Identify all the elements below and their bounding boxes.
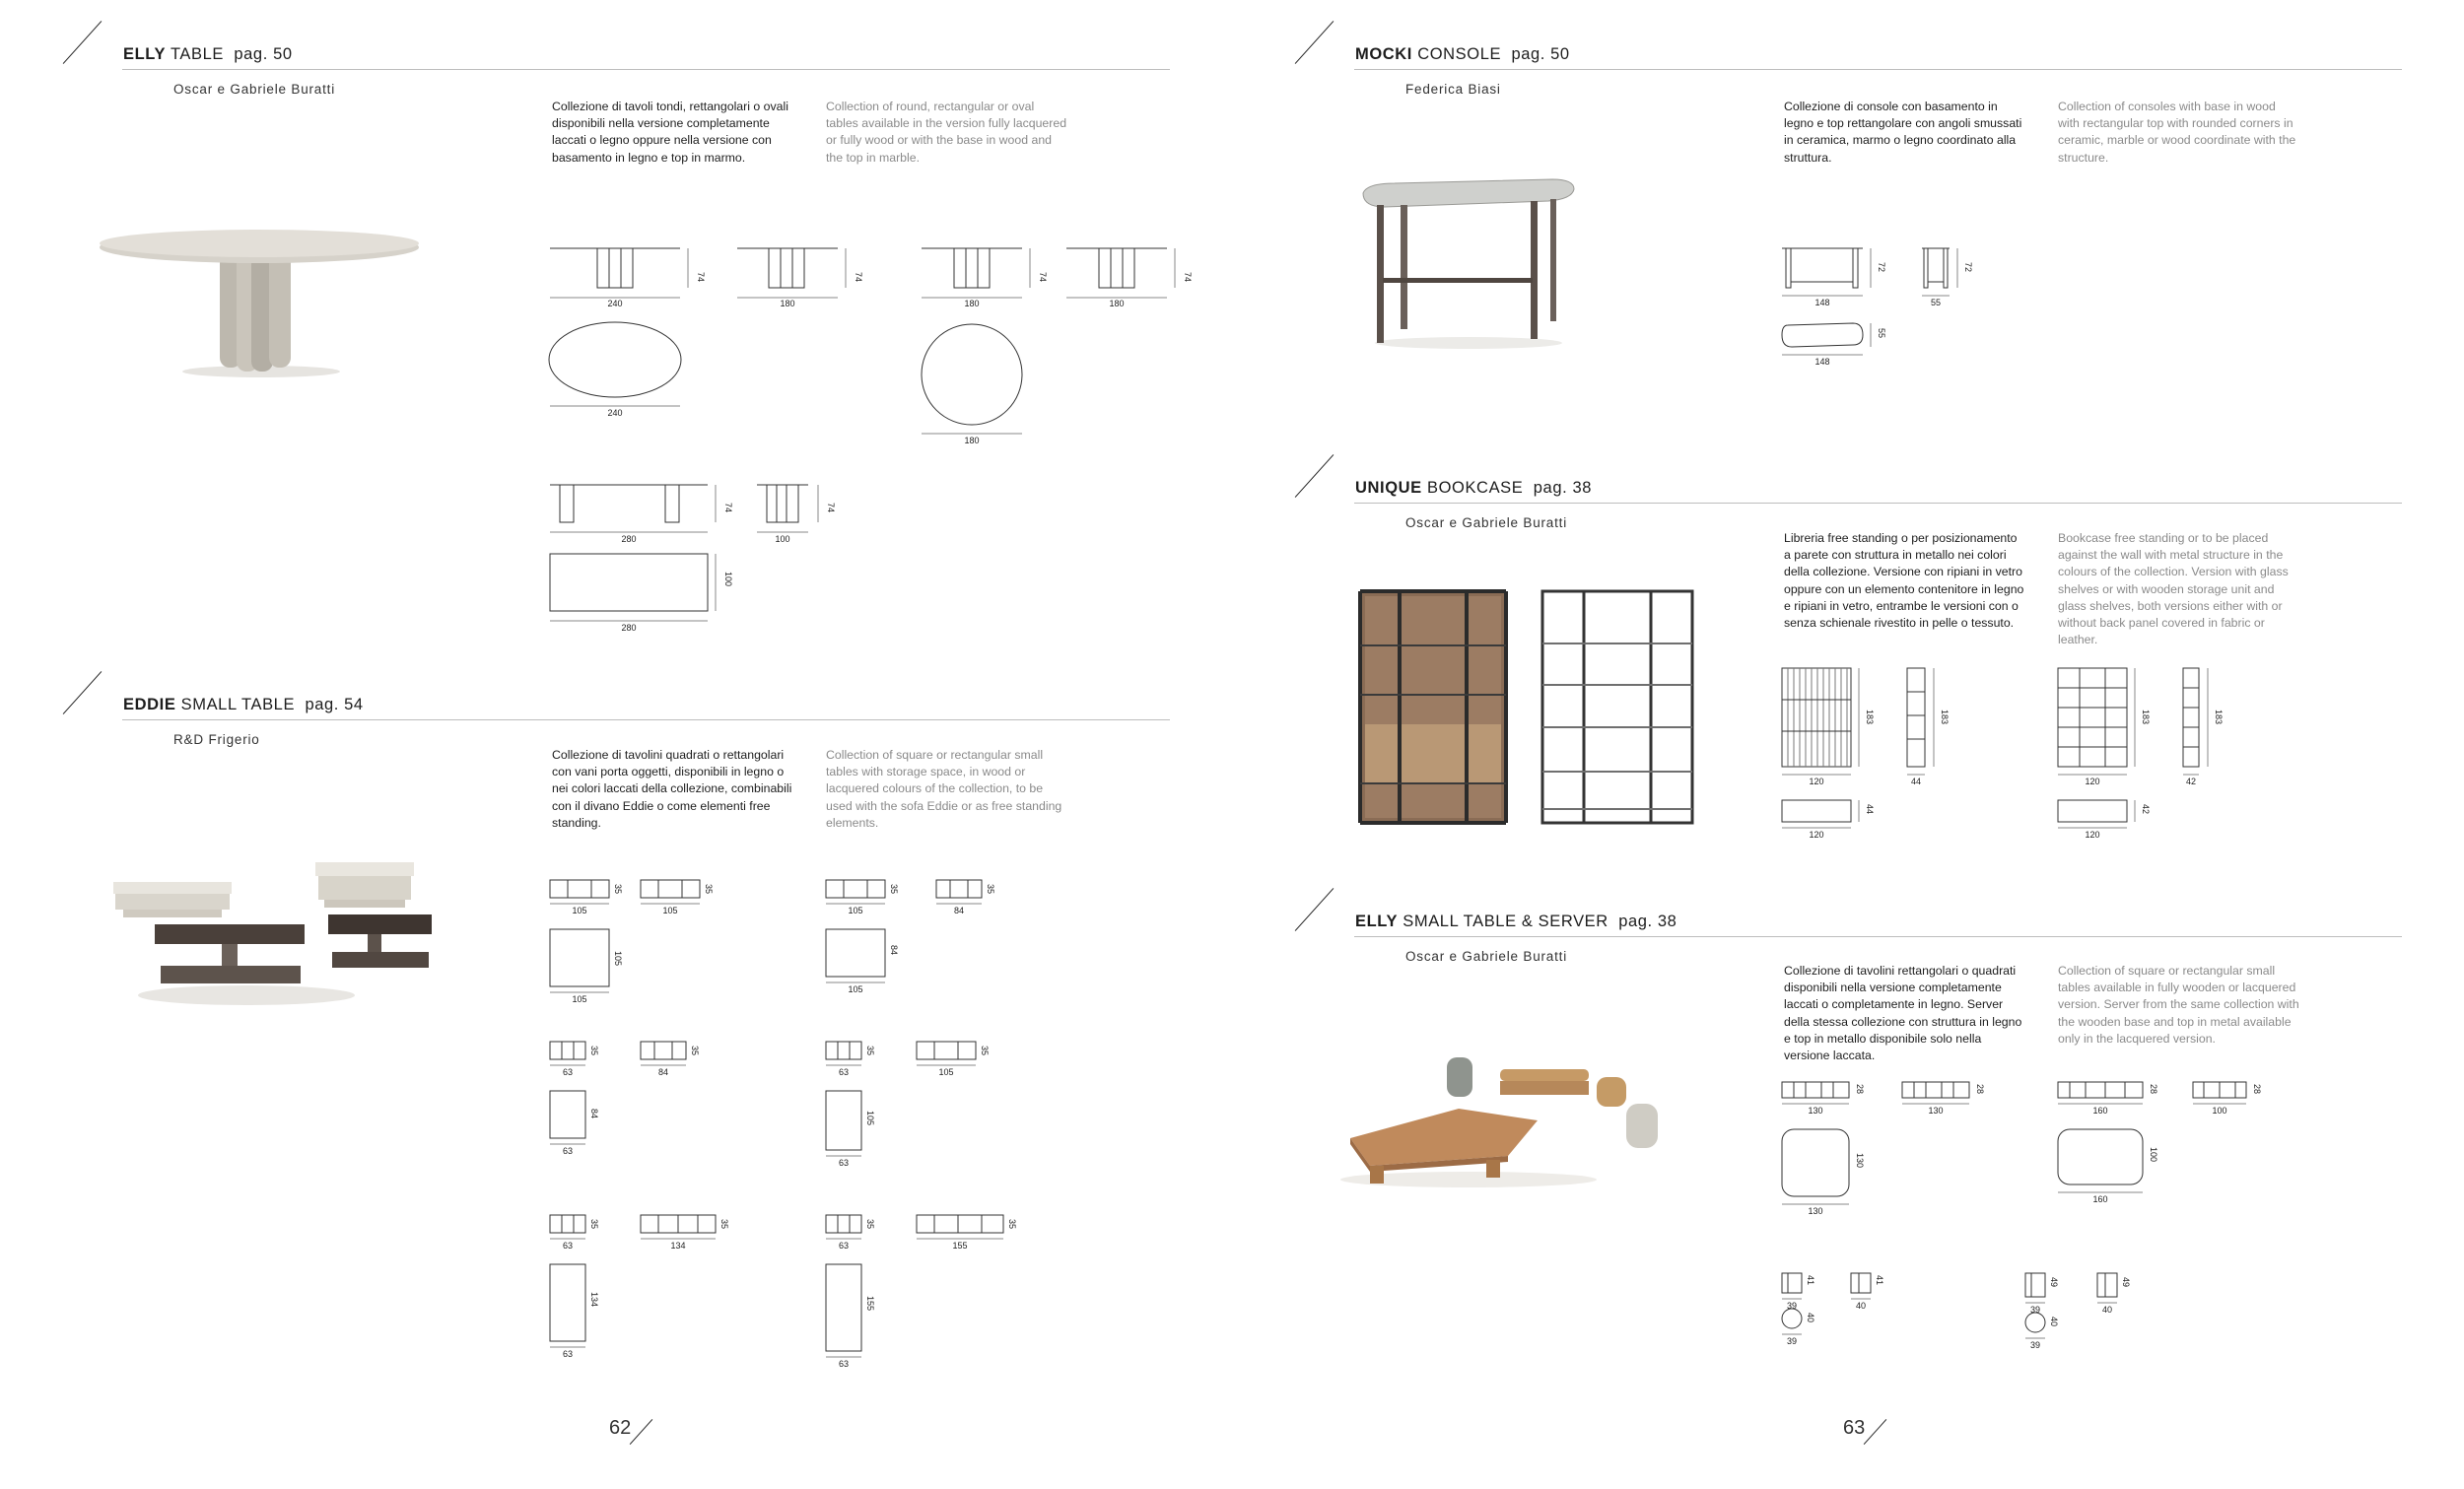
- svg-text:100: 100: [2149, 1147, 2158, 1163]
- svg-text:105: 105: [662, 906, 678, 915]
- svg-text:100: 100: [723, 572, 733, 587]
- svg-text:180: 180: [780, 299, 795, 308]
- svg-text:130: 130: [1855, 1153, 1865, 1169]
- header-slash: [1295, 888, 1335, 931]
- svg-text:40: 40: [2101, 1305, 2113, 1315]
- svg-text:160: 160: [2092, 1106, 2108, 1116]
- svg-text:105: 105: [848, 906, 863, 915]
- svg-text:183: 183: [2214, 710, 2224, 725]
- svg-text:39: 39: [1786, 1301, 1798, 1311]
- svg-text:84: 84: [889, 945, 899, 956]
- svg-text:105: 105: [572, 906, 587, 915]
- section-title: UNIQUE BOOKCASE pag. 38: [1355, 479, 1593, 497]
- svg-text:84: 84: [953, 906, 965, 915]
- designer-name: R&D Frigerio: [173, 732, 260, 747]
- svg-text:35: 35: [889, 884, 899, 895]
- svg-text:155: 155: [952, 1241, 968, 1251]
- svg-text:160: 160: [2092, 1194, 2108, 1204]
- svg-text:74: 74: [1183, 272, 1193, 283]
- svg-text:35: 35: [613, 884, 623, 895]
- svg-text:63: 63: [838, 1359, 850, 1369]
- svg-text:63: 63: [838, 1158, 850, 1168]
- svg-text:42: 42: [2141, 804, 2151, 815]
- svg-text:183: 183: [1940, 710, 1950, 725]
- description-en: Collection of consoles with base in wood with rectangular top with rounded corners in ceramic, marble or wood coordinate with the structure.: [2058, 100, 2296, 165]
- mocki-console-photo: [1355, 177, 1582, 355]
- svg-text:120: 120: [2085, 777, 2100, 786]
- eddie-photo: [103, 847, 498, 1015]
- svg-text:35: 35: [704, 884, 714, 895]
- svg-text:40: 40: [1855, 1301, 1867, 1311]
- svg-text:74: 74: [854, 272, 863, 283]
- elly-table-photo: [94, 222, 429, 379]
- svg-text:41: 41: [1806, 1275, 1815, 1286]
- svg-text:35: 35: [980, 1046, 990, 1056]
- section-title: ELLY SMALL TABLE & SERVER pag. 38: [1355, 913, 1677, 930]
- svg-text:55: 55: [1877, 328, 1886, 339]
- svg-text:63: 63: [562, 1067, 574, 1077]
- svg-text:40: 40: [1806, 1313, 1815, 1323]
- svg-text:28: 28: [1855, 1084, 1865, 1095]
- page-number-slash: [630, 1419, 652, 1445]
- unique-bookcase-photo: [1355, 586, 1710, 828]
- elly-table-drawings: [542, 237, 1193, 641]
- description-en: Collection of square or rectangular small tables available in fully wooden or lacquered version. Server from the same collection with the wooden base and top in metal available only in the lacquered version.: [2058, 964, 2299, 1046]
- designer-name: Oscar e Gabriele Buratti: [1405, 949, 1568, 964]
- svg-text:74: 74: [826, 503, 836, 513]
- svg-text:240: 240: [607, 299, 623, 308]
- svg-text:105: 105: [938, 1067, 954, 1077]
- svg-text:180: 180: [964, 299, 980, 308]
- description-en: Collection of square or rectangular small tables with storage space, in wood or lacquered colours of the collection, to be used with the sofa Eddie or as free standing elements.: [826, 748, 1062, 830]
- mocki-drawings: [1774, 237, 2011, 374]
- svg-text:72: 72: [1963, 262, 1973, 273]
- svg-text:280: 280: [621, 534, 637, 544]
- description-it: Collezione di console con basamento in legno e top rettangolare con angoli smussati in ceramica, marmo o legno coordinato alla struttura.: [1784, 100, 2022, 165]
- svg-text:63: 63: [838, 1067, 850, 1077]
- description-en: Collection of round, rectangular or oval tables available in the version fully lacquered or fully wood or with the base in wood and the top in marble.: [826, 100, 1067, 165]
- designer-name: Oscar e Gabriele Buratti: [1405, 515, 1568, 530]
- page-number-slash: [1864, 1419, 1886, 1445]
- svg-text:148: 148: [1814, 357, 1830, 367]
- svg-text:40: 40: [2049, 1317, 2059, 1327]
- svg-text:74: 74: [1038, 272, 1048, 283]
- section-title: ELLY TABLE pag. 50: [123, 45, 293, 63]
- description-en: Bookcase free standing or to be placed against the wall with metal structure in the colours of the collection. Version with glass shelves or with wooden storage unit and glass shelves, both versions either with or without back panel covered in fabric or leather.: [2058, 531, 2289, 647]
- svg-text:35: 35: [986, 884, 995, 895]
- svg-text:63: 63: [562, 1349, 574, 1359]
- page-number: 63: [1843, 1417, 1866, 1439]
- page-number: 62: [609, 1417, 632, 1439]
- svg-text:120: 120: [1809, 777, 1824, 786]
- svg-text:49: 49: [2049, 1277, 2059, 1288]
- svg-text:44: 44: [1910, 777, 1922, 786]
- right-page: [1232, 0, 2464, 1489]
- description-it: Collezione di tavolini quadrati o rettangolari con vani porta oggetti, disponibili in legno o nei colori laccati della collezione, combinabili con il divano Eddie o come elementi free standing.: [552, 748, 792, 830]
- svg-text:39: 39: [2029, 1305, 2041, 1315]
- svg-text:63: 63: [838, 1241, 850, 1251]
- eddie-drawings: [542, 872, 1055, 1370]
- svg-text:41: 41: [1875, 1275, 1884, 1286]
- svg-text:130: 130: [1928, 1106, 1944, 1116]
- svg-text:35: 35: [589, 1046, 599, 1056]
- svg-text:84: 84: [657, 1067, 669, 1077]
- svg-text:74: 74: [696, 272, 706, 283]
- header-slash: [1295, 21, 1335, 64]
- svg-text:35: 35: [690, 1046, 700, 1056]
- svg-text:134: 134: [670, 1241, 686, 1251]
- svg-text:105: 105: [848, 984, 863, 994]
- svg-text:44: 44: [1865, 804, 1875, 815]
- svg-text:100: 100: [775, 534, 790, 544]
- svg-text:72: 72: [1877, 262, 1886, 273]
- header-rule: [122, 719, 1170, 720]
- svg-text:74: 74: [723, 503, 733, 513]
- section-header: [1311, 897, 2400, 946]
- svg-text:28: 28: [1975, 1084, 1985, 1095]
- section-header: [79, 30, 1168, 79]
- designer-name: Federica Biasi: [1405, 82, 1501, 97]
- svg-text:148: 148: [1814, 298, 1830, 307]
- designer-name: Oscar e Gabriele Buratti: [173, 82, 336, 97]
- header-slash: [63, 671, 103, 714]
- section-header: [1311, 463, 2400, 512]
- svg-text:183: 183: [2141, 710, 2151, 725]
- header-rule: [1354, 936, 2402, 937]
- header-rule: [1354, 69, 2402, 70]
- section-title: MOCKI CONSOLE pag. 50: [1355, 45, 1570, 63]
- svg-text:240: 240: [607, 408, 623, 418]
- description-it: Collezione di tavolini rettangolari o quadrati disponibili nella versione completamente laccati o completamente in legno. Server della stessa collezione con struttura in legno e top in metallo disponibile solo nella versione laccata.: [1784, 964, 2022, 1063]
- elly-small-drawings: [1774, 1074, 2287, 1375]
- svg-text:42: 42: [2185, 777, 2197, 786]
- svg-text:63: 63: [562, 1241, 574, 1251]
- svg-text:35: 35: [865, 1219, 875, 1230]
- svg-text:35: 35: [589, 1219, 599, 1230]
- svg-text:280: 280: [621, 623, 637, 633]
- svg-text:39: 39: [1786, 1336, 1798, 1346]
- svg-text:105: 105: [865, 1111, 875, 1126]
- header-slash: [1295, 454, 1335, 498]
- svg-text:55: 55: [1930, 298, 1942, 307]
- svg-text:180: 180: [964, 436, 980, 445]
- svg-text:105: 105: [572, 994, 587, 1004]
- header-rule: [122, 69, 1170, 70]
- unique-drawings: [1774, 660, 2287, 847]
- svg-text:105: 105: [613, 951, 623, 967]
- svg-text:28: 28: [2252, 1084, 2262, 1095]
- svg-text:100: 100: [2212, 1106, 2227, 1116]
- svg-text:130: 130: [1808, 1206, 1823, 1216]
- section-header: [1311, 30, 2400, 79]
- header-slash: [63, 21, 103, 64]
- elly-small-table-photo: [1331, 1049, 1725, 1192]
- section-title: EDDIE SMALL TABLE pag. 54: [123, 696, 364, 713]
- svg-text:35: 35: [865, 1046, 875, 1056]
- svg-text:120: 120: [2085, 830, 2100, 840]
- section-header: [79, 680, 1168, 729]
- description-it: Collezione di tavoli tondi, rettangolari o ovali disponibili nella versione completamente laccati o legno oppure nella versione con basamento in legno e top in marmo.: [552, 100, 788, 165]
- svg-text:35: 35: [719, 1219, 729, 1230]
- svg-text:183: 183: [1865, 710, 1875, 725]
- header-rule: [1354, 503, 2402, 504]
- svg-text:35: 35: [1007, 1219, 1017, 1230]
- svg-text:28: 28: [2149, 1084, 2158, 1095]
- svg-text:63: 63: [562, 1146, 574, 1156]
- svg-text:84: 84: [589, 1109, 599, 1119]
- description-it: Libreria free standing o per posizionamento a parete con struttura in metallo nei colori della collezione. Versione con ripiani in vetro oppure con un elemento contenitore in legno e ripiani in vetro, entrambe le versioni con o senza schienale rivestito in pelle o tessuto.: [1784, 531, 2024, 631]
- svg-text:155: 155: [865, 1296, 875, 1312]
- svg-text:130: 130: [1808, 1106, 1823, 1116]
- svg-text:39: 39: [2029, 1340, 2041, 1350]
- svg-text:180: 180: [1109, 299, 1125, 308]
- svg-text:134: 134: [589, 1292, 599, 1308]
- svg-text:120: 120: [1809, 830, 1824, 840]
- svg-text:49: 49: [2121, 1277, 2131, 1288]
